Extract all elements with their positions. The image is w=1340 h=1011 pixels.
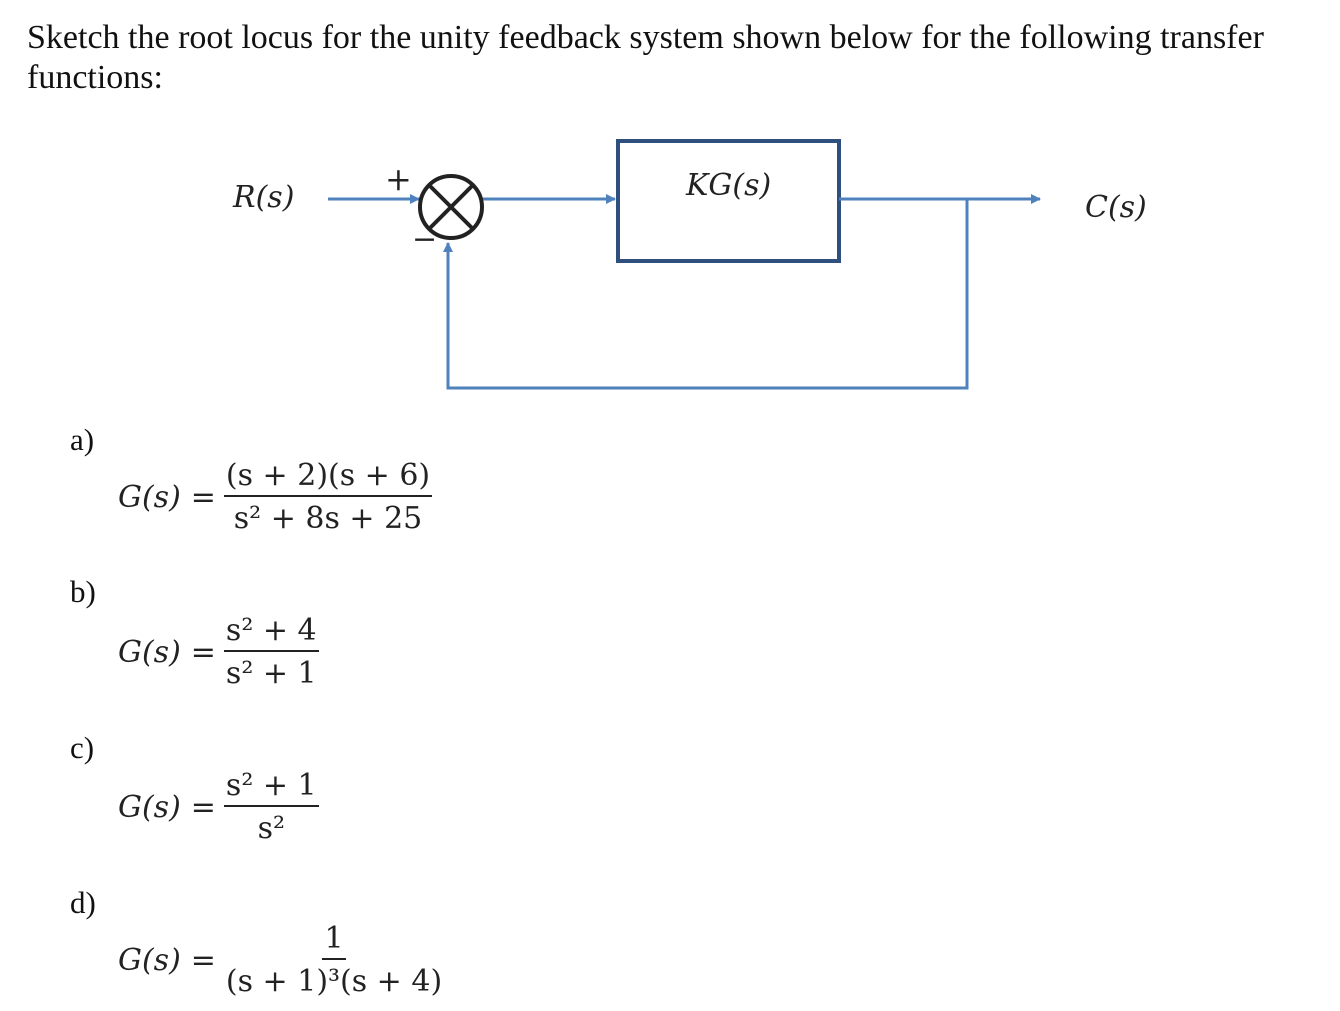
equation-d: G(s) = $\frac{1}{\text{(s + 1)³(s + 4)}}$ [118,921,443,999]
fraction-d [224,921,444,999]
equation-lhs: G(s) [118,942,181,978]
fraction-c [224,768,319,846]
denominator-d: (s + 1)³(s + 4) [225,964,443,999]
equation-c: G(s) = $\frac{\text{s² + 1}}{\text{s²}}$ [118,768,317,846]
problem-statement: Sketch the root locus for the unity feedback system shown below for the following transfer functions: [27,19,1264,96]
equation-lhs: G(s) [118,634,181,670]
item-letter-b: b) [70,574,96,609]
item-letter-d: d) [70,885,96,920]
numerator-a: (s + 2)(s + 6) [224,458,432,497]
equation-lhs: G(s) [118,789,181,825]
numerator-d: 1 [322,921,345,960]
denominator-c: s² [257,811,285,846]
block-label: KG(s) [686,168,772,203]
input-label: R(s) [233,180,295,215]
fraction-a [224,458,432,536]
item-letter-a: a) [70,422,95,457]
minus-sign: − [412,222,438,257]
equation-lhs: G(s) [118,479,181,515]
item-letter-c: c) [70,730,95,765]
equation-a: G(s) = $\frac{(s + 2)(s + 6)}{\text{s² + 8s + 25}}$ [118,458,431,536]
numerator-b: s² + 4 [224,613,319,652]
fraction-b [224,613,319,691]
output-label: C(s) [1085,190,1147,225]
numerator-c: s² + 1 [224,768,319,807]
denominator-b: s² + 1 [225,656,317,691]
plus-sign: + [385,160,412,198]
denominator-a: s² + 8s + 25 [233,501,423,536]
equation-b: G(s) = $\frac{\text{s² + 4}}{\text{s² + 1}}$ [118,613,317,691]
